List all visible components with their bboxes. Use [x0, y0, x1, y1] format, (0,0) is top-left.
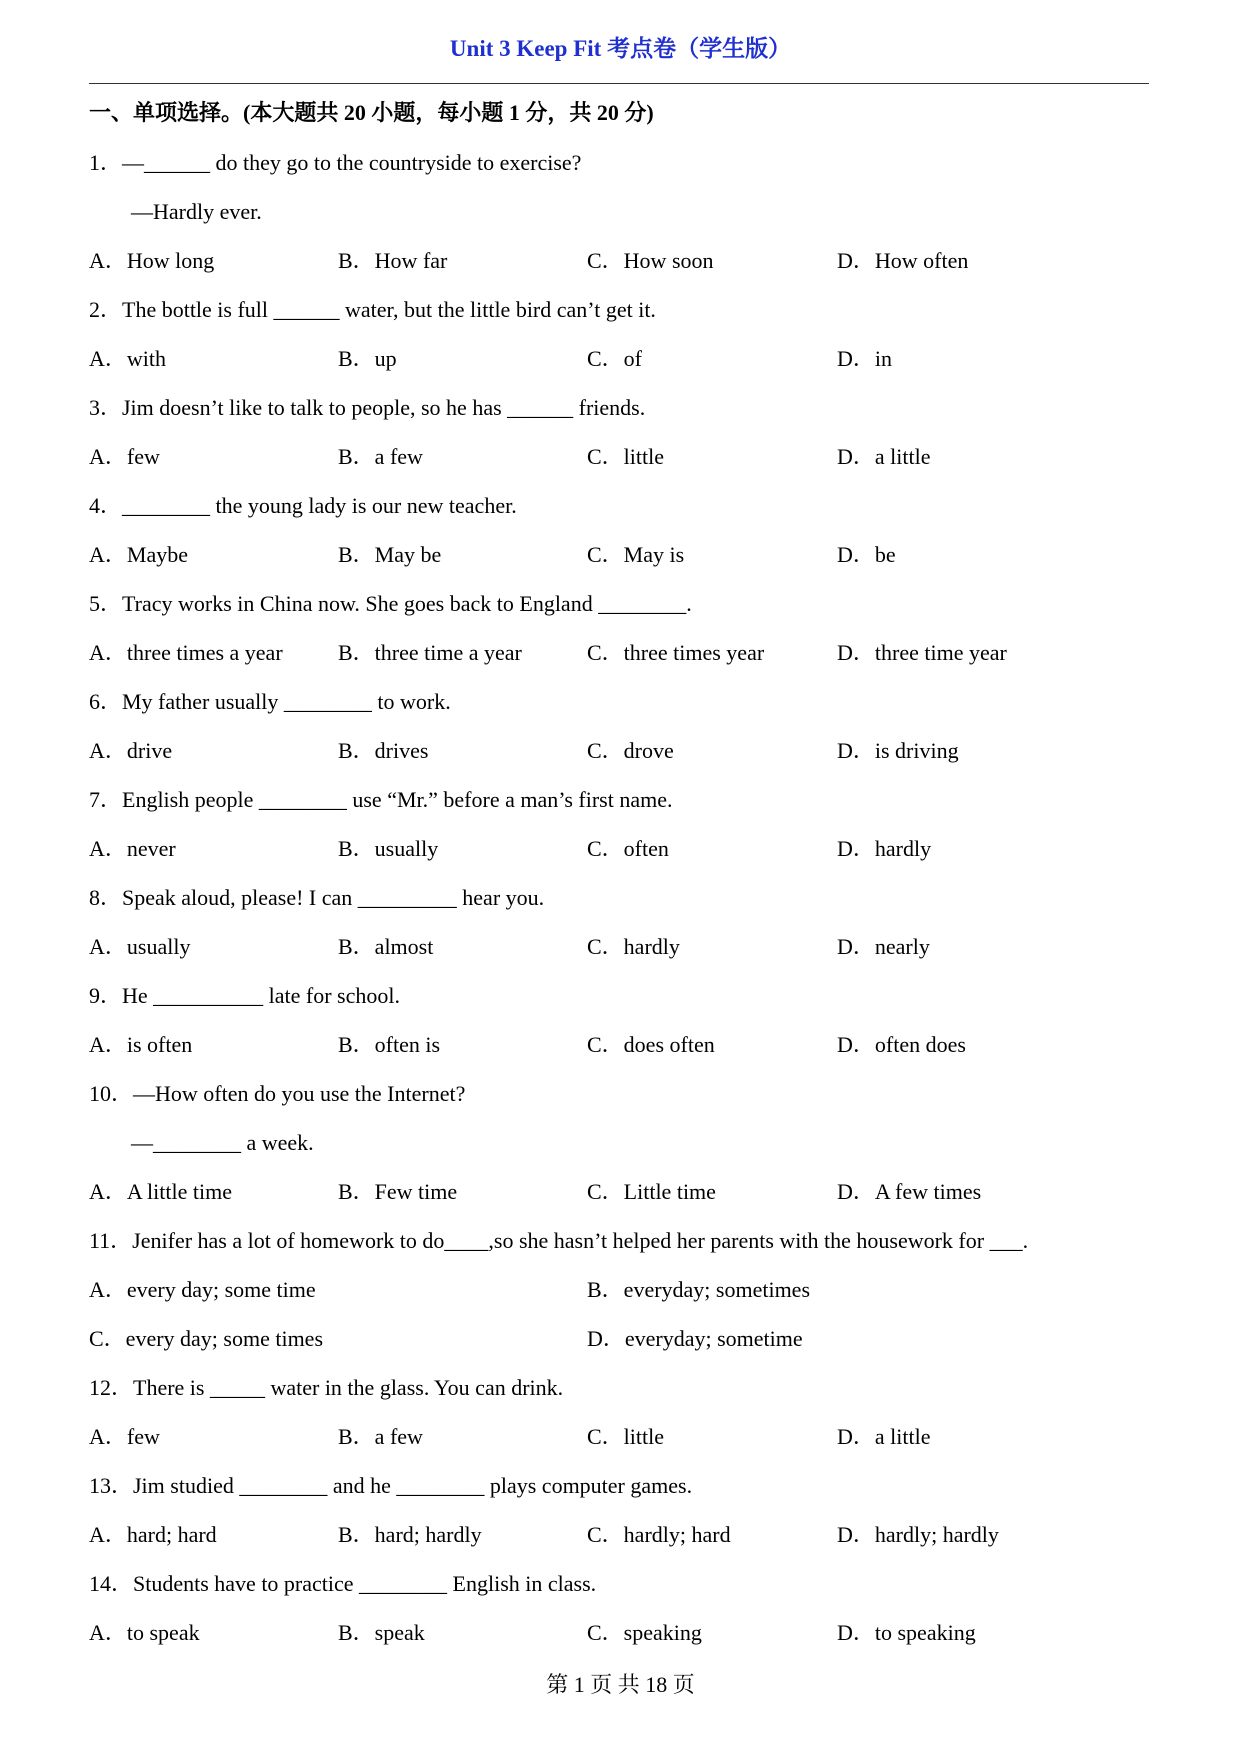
answer-option: D．in: [837, 346, 893, 371]
question-1: [89, 148, 1159, 295]
answer-option: C．Little time: [587, 1179, 716, 1204]
question-7: [89, 785, 1159, 883]
answer-option: C．little: [587, 1424, 665, 1449]
answer-option: B．speak: [338, 1620, 425, 1645]
option-row: [89, 540, 1159, 589]
answer-option: C．May is: [587, 542, 685, 567]
question-stem: 10．—How often do you use the Internet?: [89, 1081, 466, 1106]
question-stem: 11．Jenifer has a lot of homework to do____,so she hasn’t helped her parents with the housework for ___.: [89, 1228, 1029, 1253]
answer-option: B．a few: [338, 1424, 423, 1449]
answer-option: A．never: [89, 836, 176, 861]
answer-option: D．A few times: [837, 1179, 982, 1204]
question-stem: 14．Students have to practice ________ English in class.: [89, 1571, 597, 1596]
option-row: [89, 442, 1159, 491]
answer-option: D．nearly: [837, 934, 930, 959]
answer-option: A．few: [89, 444, 160, 469]
answer-option: B．hard; hardly: [338, 1522, 482, 1547]
section-heading: 一、单项选择。(本大题共 20 小题，每小题 1 分，共 20 分): [89, 100, 654, 125]
answer-option: A．few: [89, 1424, 160, 1449]
answer-option: C．little: [587, 444, 665, 469]
answer-option: C．of: [587, 346, 643, 371]
answer-option: C．does often: [587, 1032, 715, 1057]
option-row: [89, 834, 1159, 883]
answer-option: B．almost: [338, 934, 434, 959]
question-6: [89, 687, 1159, 785]
question-13: [89, 1471, 1159, 1569]
question-14: [89, 1569, 1159, 1667]
question-continuation: —Hardly ever.: [131, 199, 262, 224]
answer-option: A．Maybe: [89, 542, 188, 567]
question-stem: 3．Jim doesn’t like to talk to people, so he has ______ friends.: [89, 395, 646, 420]
answer-option: C．every day; some times: [89, 1326, 324, 1351]
question-stem: 6．My father usually ________ to work.: [89, 689, 451, 714]
answer-option: C．How soon: [587, 248, 714, 273]
answer-option: B．three time a year: [338, 640, 522, 665]
page-number: 第 1 页 共 18 页: [546, 1672, 695, 1697]
option-row: [89, 1520, 1159, 1569]
question-11: [89, 1226, 1159, 1373]
answer-option: A．A little time: [89, 1179, 232, 1204]
answer-option: B．How far: [338, 248, 448, 273]
question-stem: 1．—______ do they go to the countryside to exercise?: [89, 150, 582, 175]
question-5: [89, 589, 1159, 687]
answer-option: B．a few: [338, 444, 423, 469]
answer-option: A．usually: [89, 934, 191, 959]
question-stem: 4．________ the young lady is our new teacher.: [89, 493, 517, 518]
answer-option: B．May be: [338, 542, 442, 567]
answer-option: D．be: [837, 542, 896, 567]
answer-option: D．three time year: [837, 640, 1007, 665]
option-row: [89, 1618, 1159, 1667]
option-row: [89, 1275, 1159, 1324]
answer-option: D．a little: [837, 1424, 931, 1449]
question-2: [89, 295, 1159, 393]
question-stem: 12．There is _____ water in the glass. You can drink.: [89, 1375, 564, 1400]
answer-option: C．hardly: [587, 934, 680, 959]
answer-option: C．three times year: [587, 640, 765, 665]
answer-option: D．hardly: [837, 836, 932, 861]
answer-option: A．is often: [89, 1032, 193, 1057]
answer-option: D．How often: [837, 248, 969, 273]
question-10: [89, 1079, 1159, 1226]
option-row: [89, 1324, 1159, 1373]
answer-option: C．often: [587, 836, 669, 861]
question-4: [89, 491, 1159, 589]
answer-option: D．hardly; hardly: [837, 1522, 999, 1547]
answer-option: C．drove: [587, 738, 674, 763]
answer-option: A．drive: [89, 738, 173, 763]
option-row: [89, 736, 1159, 785]
answer-option: A．three times a year: [89, 640, 283, 665]
answer-option: D．to speaking: [837, 1620, 976, 1645]
question-stem: 8．Speak aloud, please! I can _________ hear you.: [89, 885, 545, 910]
answer-option: B．up: [338, 346, 397, 371]
answer-option: B．drives: [338, 738, 429, 763]
question-stem: 13．Jim studied ________ and he ________ plays computer games.: [89, 1473, 693, 1498]
answer-option: B．usually: [338, 836, 439, 861]
question-stem: 7．English people ________ use “Mr.” before a man’s first name.: [89, 787, 673, 812]
option-row: [89, 1030, 1159, 1079]
answer-option: B．Few time: [338, 1179, 458, 1204]
answer-option: D．is driving: [837, 738, 959, 763]
option-row: [89, 246, 1159, 295]
answer-option: A．to speak: [89, 1620, 200, 1645]
question-list: [89, 148, 1159, 1667]
answer-option: A．hard; hard: [89, 1522, 217, 1547]
answer-option: D．often does: [837, 1032, 966, 1057]
answer-option: B．everyday; sometimes: [587, 1277, 811, 1302]
answer-option: B．often is: [338, 1032, 441, 1057]
document-title: Unit 3 Keep Fit 考点卷（学生版）: [449, 36, 792, 61]
answer-option: A．every day; some time: [89, 1277, 316, 1302]
question-9: [89, 981, 1159, 1079]
header-divider: [89, 83, 1149, 84]
option-row: [89, 1422, 1159, 1471]
answer-option: C．speaking: [587, 1620, 702, 1645]
question-12: [89, 1373, 1159, 1471]
question-8: [89, 883, 1159, 981]
answer-option: D．a little: [837, 444, 931, 469]
option-row: [89, 932, 1159, 981]
question-stem: 5．Tracy works in China now. She goes back to England ________.: [89, 591, 692, 616]
question-stem: 9．He __________ late for school.: [89, 983, 400, 1008]
option-row: [89, 344, 1159, 393]
answer-option: A．How long: [89, 248, 215, 273]
answer-option: A．with: [89, 346, 167, 371]
question-continuation: —________ a week.: [131, 1130, 314, 1155]
answer-option: D．everyday; sometime: [587, 1326, 803, 1351]
answer-option: C．hardly; hard: [587, 1522, 731, 1547]
question-stem: 2．The bottle is full ______ water, but the little bird can’t get it.: [89, 297, 656, 322]
option-row: [89, 1177, 1159, 1226]
option-row: [89, 638, 1159, 687]
question-3: [89, 393, 1159, 491]
